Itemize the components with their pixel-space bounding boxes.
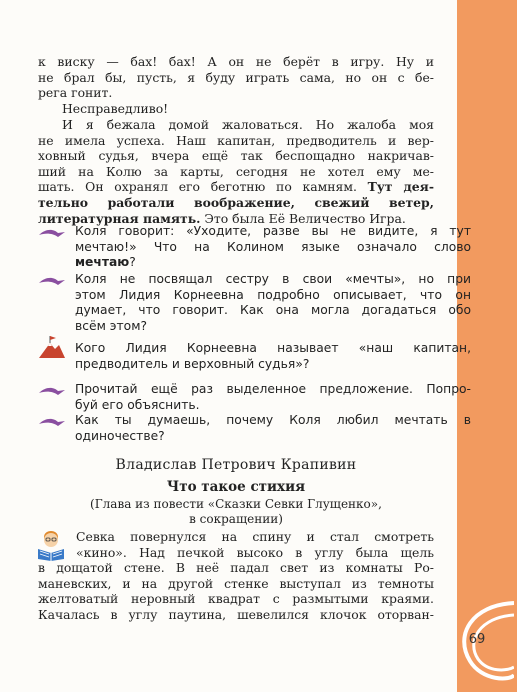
work-subtitle — [38, 497, 434, 527]
text-line: не брал бы, пусть, я буду играть сама, но он с бе- — [38, 69, 434, 85]
text-line: всём этом? — [75, 318, 147, 333]
subtitle-line: в сокращении) — [189, 512, 283, 526]
mountain-flag-icon — [38, 335, 66, 359]
text-line: Севка повернулся на спину и стал смотреть — [76, 529, 434, 544]
work-title: Что такое стихия — [166, 479, 306, 495]
text-line: думает, что говорит. Как она могла догадаться обо — [75, 303, 471, 318]
text-line: Прочитай ещё раз выделенное предложение. Попро- — [75, 382, 471, 396]
text-line: маневских, и на другой стенке выступал из темноты — [38, 575, 434, 591]
text-line — [75, 255, 471, 271]
question-text — [75, 413, 471, 444]
text-line — [38, 179, 434, 195]
text-line: в дощатой стене. В неё падал свет из комнаты Ро- — [38, 560, 434, 576]
plain-text: ? — [129, 255, 136, 270]
plain-text: Это была Её Величество Игра. — [204, 210, 406, 226]
question-text — [75, 224, 471, 271]
text-line: Качалась в углу паутина, шевелился клочок оторван- — [38, 606, 434, 622]
plain-text: шать. Он охранял его беготню по камням. — [38, 179, 357, 195]
page-number: 69 — [468, 632, 486, 647]
text-line: мечтаю!» Что на Колином языке означало слово — [75, 239, 471, 254]
question-text — [75, 382, 471, 413]
keyword: мечтаю — [75, 255, 130, 270]
highlighted-sentence: Тут дея- — [367, 179, 434, 195]
author-name: Владислав Петрович Крапивин — [115, 457, 357, 473]
text-line: Кого Лидия Корнеевна называет «наш капитан, — [75, 341, 471, 355]
subtitle-line: (Глава из повести «Сказки Севки Глущенко», — [90, 497, 382, 511]
question-text — [75, 272, 471, 334]
text-line: ший на Колю за карты, сегодня не хотел ему ме- — [38, 163, 434, 179]
text-line: буй его объяснить. — [75, 397, 200, 412]
text-line: предводитель и верховный судья»? — [75, 356, 310, 371]
text-line: «кино». Над печкой высоко в углу была щель — [76, 544, 434, 560]
text-line: этом Лидия Корнеевна подробно описывает, что он — [75, 287, 471, 302]
complaint-paragraph — [38, 117, 434, 226]
text-line: Несправедливо! — [62, 101, 169, 116]
purple-arrow-icon — [38, 274, 66, 288]
unfair-paragraph — [38, 101, 434, 117]
purple-arrow-icon — [38, 384, 66, 398]
purple-arrow-icon — [38, 415, 66, 429]
text-line: И я бежала домой жаловаться. Но жалоба моя — [62, 117, 434, 132]
story-paragraph — [38, 529, 434, 623]
text-line: ховный судья, вчера ещё так беспощадно накричав- — [38, 148, 434, 164]
text-line: к виску — бах! бах! А он не берёт в игру. Ну и — [38, 54, 434, 69]
top-paragraph — [38, 54, 434, 101]
highlighted-sentence: тельно работали воображение, свежий ветер, — [38, 194, 434, 210]
text-line: одиночестве? — [75, 428, 165, 443]
purple-arrow-icon — [38, 226, 66, 240]
text-line: не имела успеха. Наш капитан, предводитель и вер- — [38, 132, 434, 148]
text-line — [38, 195, 434, 211]
question-text — [75, 341, 471, 372]
text-line: желтоватый неровный квадрат с размытыми краями. — [38, 591, 434, 607]
text-line: Коля говорит: «Уходите, разве вы не видите, я тут — [75, 224, 471, 238]
highlighted-sentence: литературная память. — [38, 210, 201, 226]
text-line: рега гонит. — [38, 85, 113, 101]
text-line: Коля не посвящал сестру в свои «мечты», но при — [75, 272, 471, 286]
text-line: Как ты думаешь, почему Коля любил мечтать в — [75, 413, 471, 427]
